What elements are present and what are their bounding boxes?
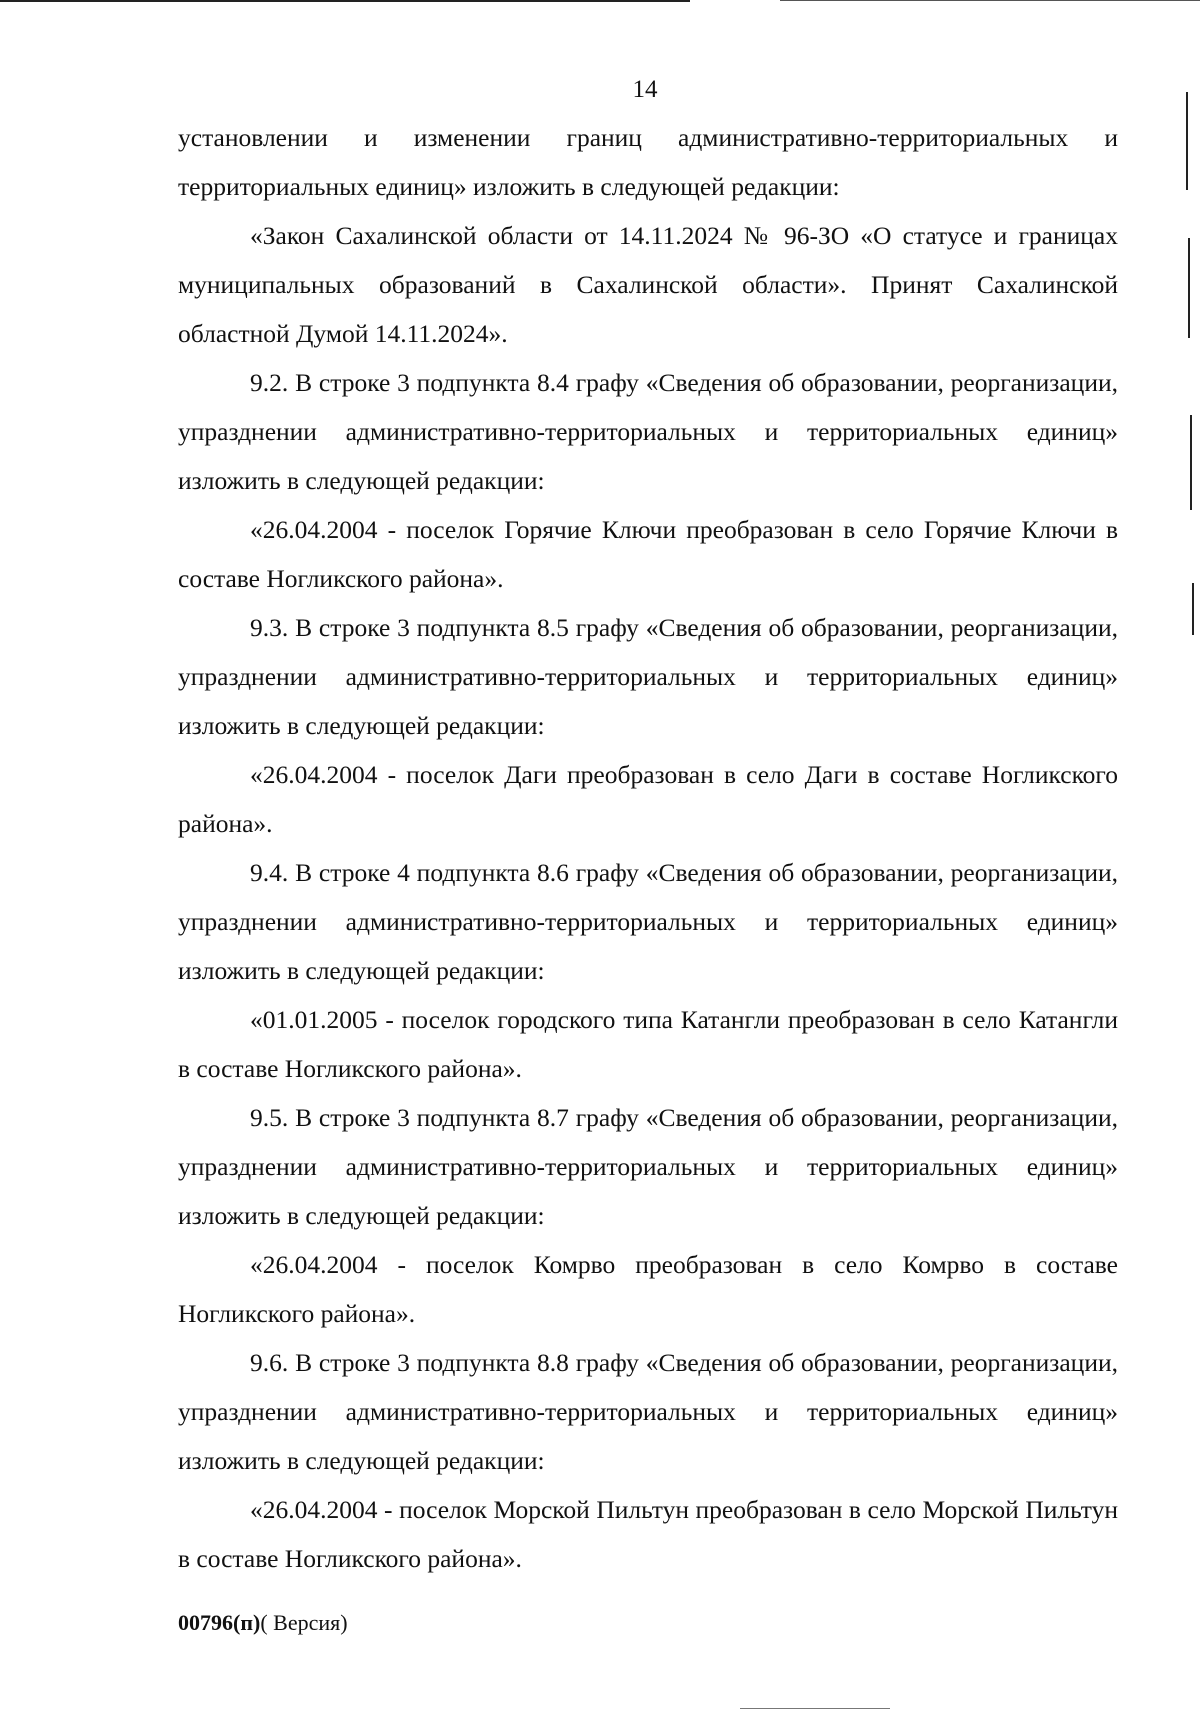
paragraph: «01.01.2005 - поселок городского типа Катангли преобразован в село Катангли в составе Ногликского района». (178, 1005, 1118, 1083)
paragraph: «Закон Сахалинской области от 14.11.2024 № 96-ЗО «О статусе и границах муниципальных образований в Сахалинской области». Принят Сахалинской областной Думой 14.11.2024». (178, 221, 1118, 348)
document-code: 00796(п) (178, 1610, 261, 1635)
scan-margin-mark (1192, 583, 1194, 635)
paragraph: «26.04.2004 - поселок Морской Пильтун преобразован в село Морской Пильтун в составе Ногликского района». (178, 1495, 1118, 1573)
paragraph: установлении и изменении границ административно-территориальных и территориальных единиц» изложить в следующей редакции: (178, 123, 1118, 201)
scan-margin-mark (1190, 415, 1192, 510)
top-border-line (0, 0, 690, 2)
document-body (178, 113, 1118, 1583)
top-border-line-right (780, 0, 1200, 1)
paragraph: 9.6. В строке 3 подпункта 8.8 графу «Сведения об образовании, реорганизации, упразднении административно-территориальных и территориальных единиц» изложить в следующей редакции: (178, 1348, 1118, 1475)
paragraph: «26.04.2004 - поселок Горячие Ключи преобразован в село Горячие Ключи в составе Ногликского района». (178, 515, 1118, 593)
paragraph: «26.04.2004 - поселок Даги преобразован в село Даги в составе Ногликского района». (178, 760, 1118, 838)
paragraph: 9.3. В строке 3 подпункта 8.5 графу «Сведения об образовании, реорганизации, упразднении административно-территориальных и территориальных единиц» изложить в следующей редакции: (178, 613, 1118, 740)
paragraph: 9.5. В строке 3 подпункта 8.7 графу «Сведения об образовании, реорганизации, упразднении административно-территориальных и территориальных единиц» изложить в следующей редакции: (178, 1103, 1118, 1230)
bottom-border-line (740, 1708, 890, 1709)
scan-margin-mark (1188, 238, 1190, 338)
paragraph: 9.4. В строке 4 подпункта 8.6 графу «Сведения об образовании, реорганизации, упразднении административно-территориальных и территориальных единиц» изложить в следующей редакции: (178, 858, 1118, 985)
paragraph: 9.2. В строке 3 подпункта 8.4 графу «Сведения об образовании, реорганизации, упразднении административно-территориальных и территориальных единиц» изложить в следующей редакции: (178, 368, 1118, 495)
page-number: 14 (632, 76, 658, 103)
document-footer-code (178, 1610, 348, 1636)
document-version: ( Версия) (260, 1610, 348, 1635)
scan-margin-mark (1186, 92, 1188, 190)
paragraph: «26.04.2004 - поселок Комрво преобразован в село Комрво в составе Ногликского района». (178, 1250, 1118, 1328)
